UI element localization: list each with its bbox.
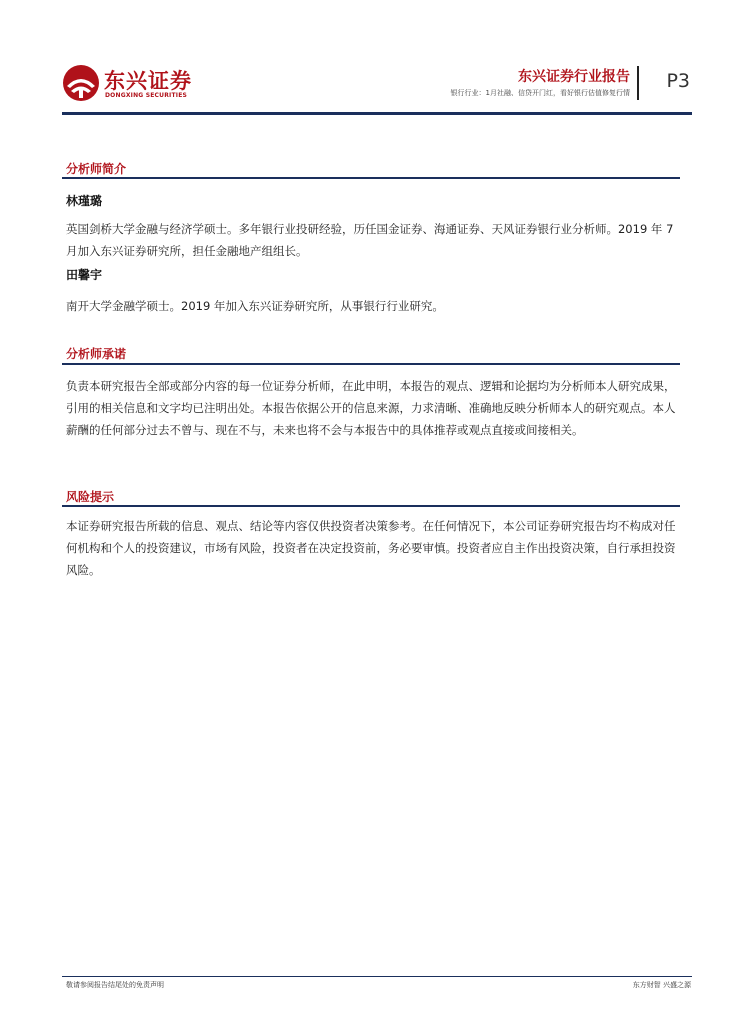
logo-text-en: DONGXING SECURITIES bbox=[105, 92, 188, 99]
section-title-commitment: 分析师承诺 bbox=[66, 347, 127, 361]
footer-rule bbox=[62, 976, 692, 977]
analyst-name: 田馨宇 bbox=[66, 268, 103, 282]
report-title: 东兴证券行业报告 bbox=[518, 69, 630, 85]
section-rule bbox=[62, 177, 680, 179]
section-title-risk: 风险提示 bbox=[66, 490, 115, 504]
page-header bbox=[62, 62, 692, 116]
logo-text-cn: 东兴证券 bbox=[104, 69, 192, 93]
footer-slogan: 东方财智 兴盛之源 bbox=[632, 981, 691, 989]
page-number: P3 bbox=[666, 70, 690, 92]
logo-mark-icon bbox=[62, 64, 100, 102]
analyst-name: 林瑾璐 bbox=[66, 194, 103, 208]
section-rule bbox=[62, 505, 680, 507]
company-logo bbox=[62, 64, 212, 104]
analyst-bio: 南开大学金融学硕士。2019 年加入东兴证券研究所，从事银行行业研究。 bbox=[66, 299, 444, 313]
header-divider bbox=[637, 66, 639, 100]
analyst-bio: 英国剑桥大学金融与经济学硕士。多年银行业投研经验，历任国金证券、海通证券、天风证券银行业分析师。2019 年 7 月加入东兴证券研究所，担任金融地产组组长。 bbox=[66, 222, 674, 258]
report-subtitle: 银行行业：1月社融、信贷开门红，看好银行估值修复行情 bbox=[450, 89, 630, 97]
commitment-text: 负责本研究报告全部或部分内容的每一位证券分析师，在此申明，本报告的观点、逻辑和论据均为分析师本人研究成果，引用的相关信息和文字均已注明出处。本报告依据公开的信息来源，力求清晰、准确地反映分析师本人的研究观点。本人薪酬的任何部分过去不曾与、现在不与，未来也将不会与本报告中的具体推荐或观点直接或间接相关。 bbox=[66, 379, 676, 437]
section-title-analysts: 分析师简介 bbox=[66, 162, 127, 176]
footer-disclaimer-note: 敬请参阅报告结尾处的免责声明 bbox=[66, 981, 164, 989]
header-rule bbox=[62, 112, 692, 115]
section-rule bbox=[62, 363, 680, 365]
risk-text: 本证券研究报告所载的信息、观点、结论等内容仅供投资者决策参考。在任何情况下，本公司证券研究报告均不构成对任何机构和个人的投资建议，市场有风险，投资者在决定投资前，务必要审慎。投资者应自主作出投资决策，自行承担投资风险。 bbox=[66, 519, 676, 577]
